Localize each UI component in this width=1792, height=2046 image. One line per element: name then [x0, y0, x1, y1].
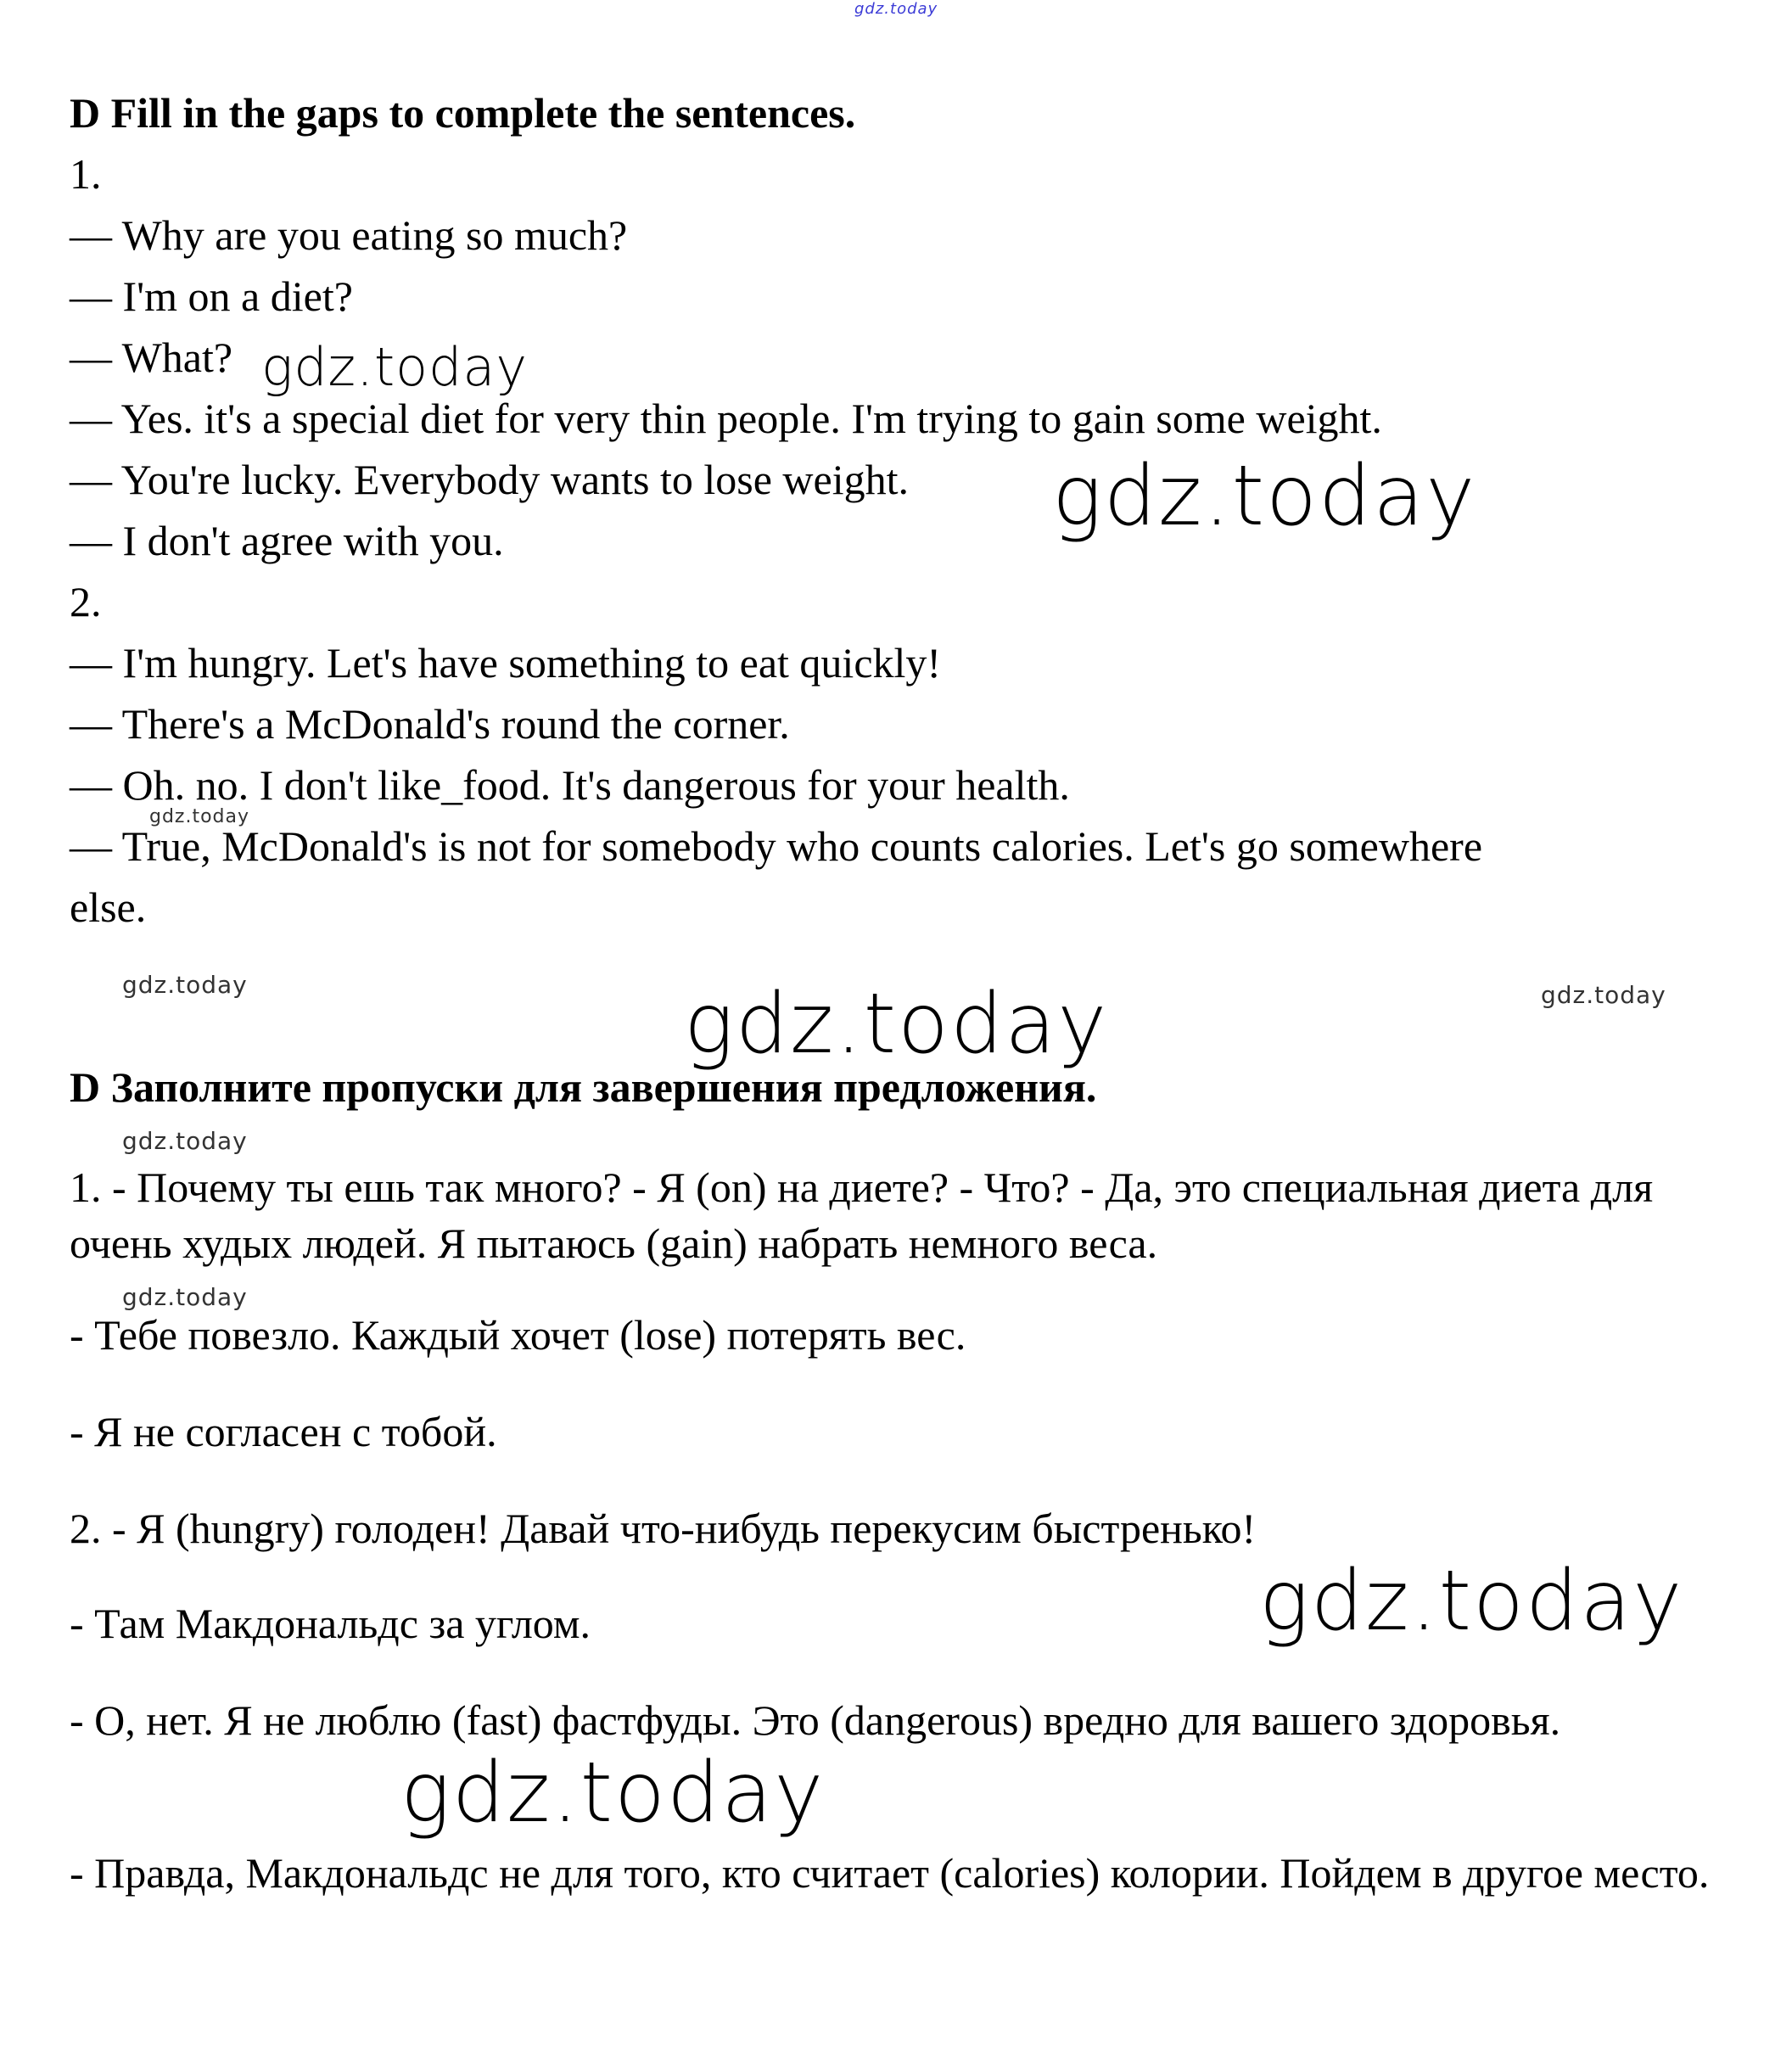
dialogue1-line: — You're lucky. Everybody wants to lose weight.	[70, 456, 909, 503]
watermark: gdz.today	[122, 1283, 248, 1311]
watermark: gdz.today	[1541, 981, 1666, 1009]
russian-paragraph: - Правда, Макдональдс не для того, кто считает (calories) колории. Пойдем в другое место.	[70, 1849, 1710, 1897]
dialogue2-line: — There's a McDonald's round the corner.	[70, 700, 790, 748]
watermark: gdz.today	[1052, 448, 1477, 545]
dialogue1-line: — I'm on a diet?	[70, 272, 353, 320]
watermark: gdz.today	[122, 1127, 248, 1155]
watermark: gdz.today	[1259, 1553, 1684, 1650]
dialogue1-line: — Yes. it's a special diet for very thin people. I'm trying to gain some weight.	[70, 395, 1382, 442]
russian-line: 2. - Я (hungry) голоден! Давай что-нибудь перекусим быстренько!	[70, 1505, 1257, 1552]
dialogue2-line: — Oh. no. I don't like_food. It's dangerous for your health.	[70, 761, 1070, 809]
watermark: gdz.today	[261, 336, 529, 398]
russian-paragraph: 1. - Почему ты ешь так много? - Я (on) на диете? - Что? - Да, это специальная диета для очень худых людей. Я пытаюсь (gain) набрать немного веса.	[70, 1163, 1654, 1267]
watermark: gdz.today	[122, 971, 248, 999]
russian-heading: D Заполните пропуски для завершения предложения.	[70, 1063, 1097, 1111]
russian-line: - Я не согласен с тобой.	[70, 1408, 497, 1455]
dialogue2-number: 2.	[70, 578, 102, 625]
russian-line: - Тебе повезло. Каждый хочет (lose) потерять вес.	[70, 1311, 966, 1359]
dialogue2-line: else.	[70, 883, 147, 931]
watermark: gdz.today	[149, 806, 250, 827]
watermark: gdz.today	[400, 1745, 826, 1841]
english-heading: D Fill in the gaps to complete the sentences.	[70, 89, 856, 137]
dialogue2-line: — I'm hungry. Let's have something to eat quickly!	[70, 639, 942, 687]
russian-paragraph: - О, нет. Я не люблю (fast) фастфуды. Это (dangerous) вредно для вашего здоровья.	[70, 1696, 1561, 1744]
dialogue1-number: 1.	[70, 150, 102, 198]
russian-line: - Там Макдональдс за углом.	[70, 1600, 591, 1647]
dialogue1-line: — What?	[70, 334, 233, 381]
dialogue2-line: — True, McDonald's is not for somebody who counts calories. Let's go somewhere	[70, 822, 1483, 870]
dialogue1-line: — Why are you eating so much?	[70, 211, 628, 259]
dialogue1-line: — I don't agree with you.	[70, 517, 504, 564]
watermark: gdz.today	[684, 976, 1109, 1073]
watermark: gdz.today	[854, 0, 938, 18]
